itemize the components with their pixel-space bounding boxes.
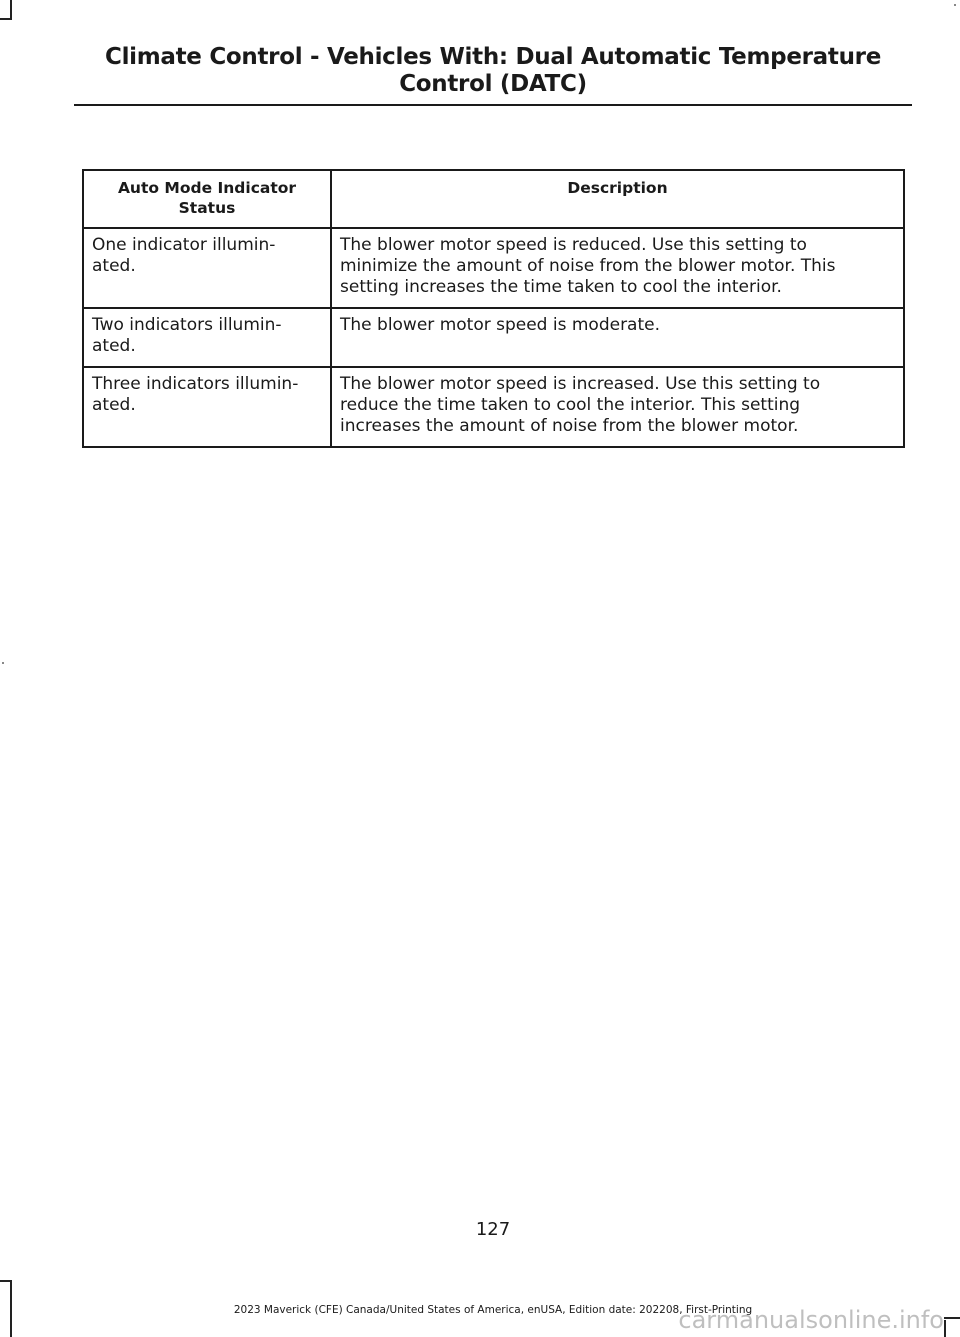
crop-mark	[0, 18, 12, 20]
status-cell: Three indicators illumin- ated.	[83, 367, 331, 447]
crop-mark	[10, 0, 12, 20]
page-title-text: Climate Control - Vehicles With: Dual Automatic Temperature Control (DATC)	[104, 44, 881, 97]
page-number: 127	[475, 1219, 511, 1240]
status-cell: Two indicators illumin- ated.	[83, 308, 331, 367]
description-cell: The blower motor speed is moderate.	[331, 308, 904, 367]
page-title	[74, 44, 912, 98]
edition-footer: 2023 Maverick (CFE) Canada/United States of America, enUSA, Edition date: 202208, First-Printing	[233, 1304, 753, 1316]
crop-mark	[954, 4, 956, 6]
column-header-status: Auto Mode Indicator Status	[83, 170, 331, 228]
watermark: carmanualsonline.info	[678, 1306, 944, 1334]
table-row	[83, 228, 904, 308]
header-divider	[74, 104, 912, 106]
crop-mark	[0, 1280, 12, 1282]
column-header-description: Description	[331, 170, 904, 228]
crop-mark	[944, 1317, 960, 1319]
description-cell: The blower motor speed is increased. Use this setting to reduce the time taken to cool the interior. This setting increases the amount of noise from the blower motor.	[331, 367, 904, 447]
status-cell: One indicator illumin- ated.	[83, 228, 331, 308]
table-header-row	[83, 170, 904, 228]
crop-mark	[2, 662, 4, 664]
table-row	[83, 308, 904, 367]
table-row	[83, 367, 904, 447]
crop-mark	[944, 1320, 946, 1337]
auto-mode-indicator-table	[82, 169, 905, 448]
description-cell: The blower motor speed is reduced. Use this setting to minimize the amount of noise from the blower motor. This setting increases the time taken to cool the interior.	[331, 228, 904, 308]
